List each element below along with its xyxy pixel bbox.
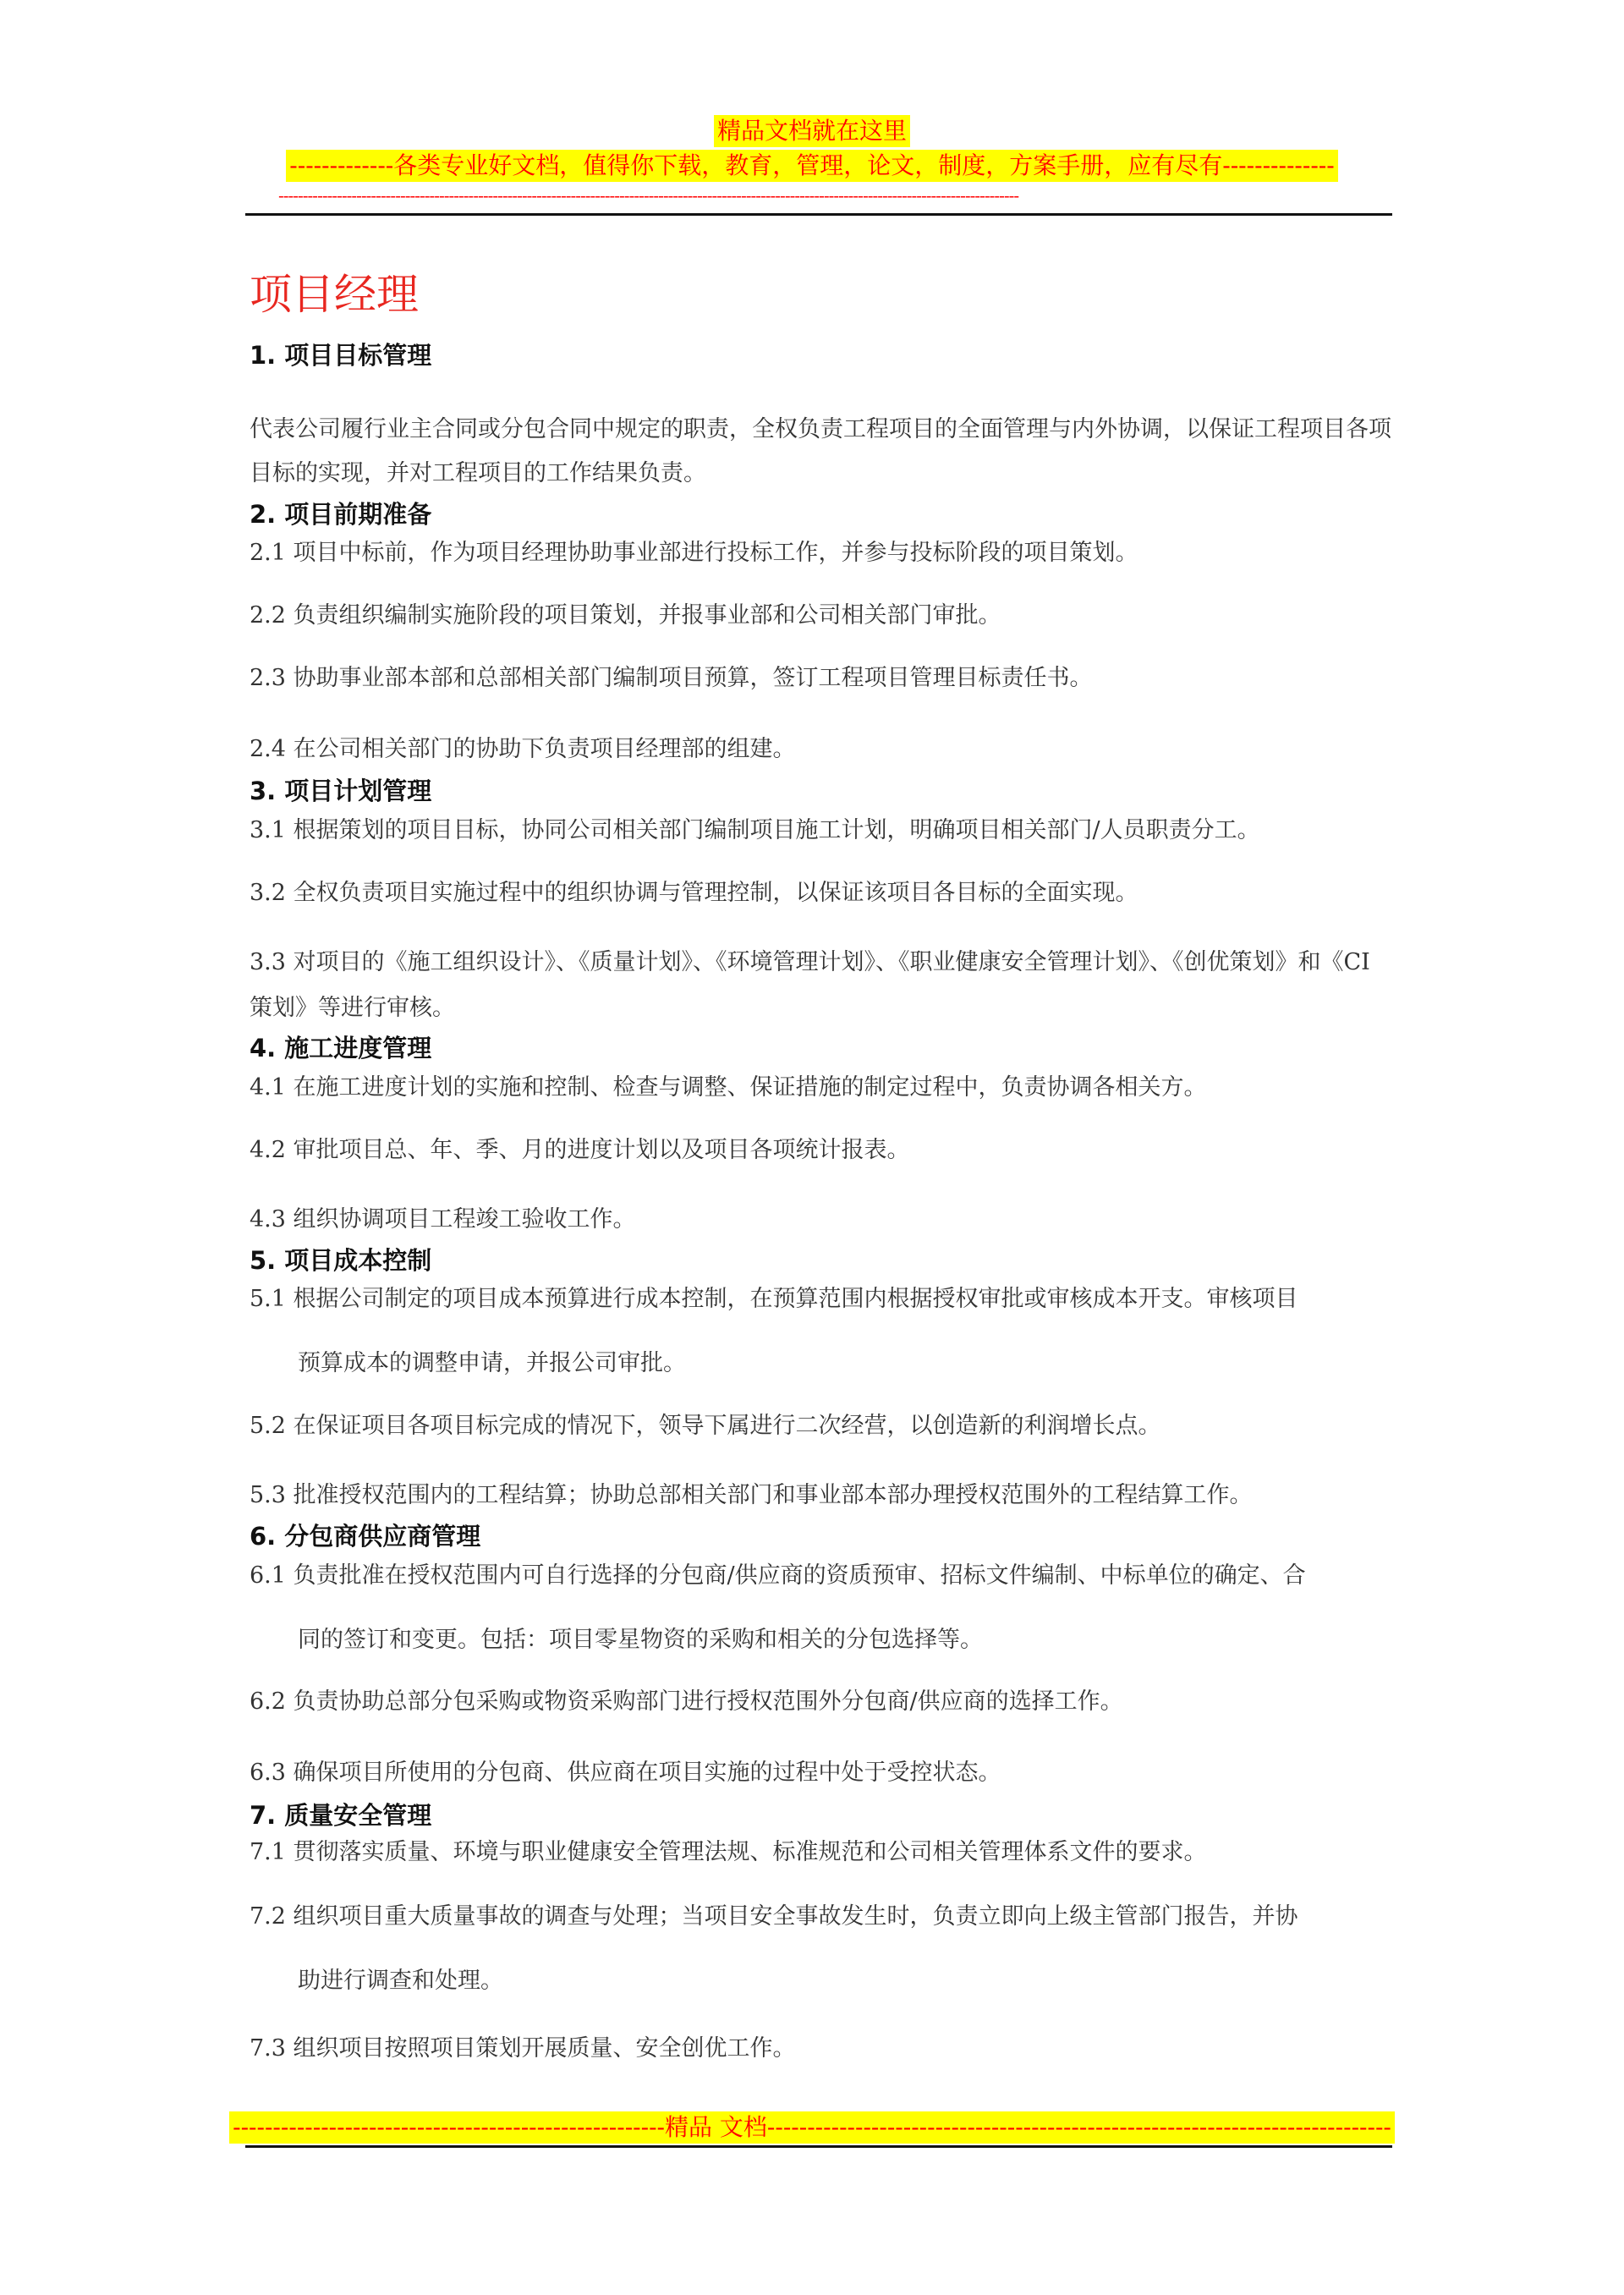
item-4-2: 4.2 审批项目总、年、季、月的进度计划以及项目各项统计报表。 (250, 1137, 910, 1163)
item-6-1-continued: 同的签订和变更。包括：项目零星物资的采购和相关的分包选择等。 (298, 1627, 983, 1653)
item-7-1: 7.1 贯彻落实质量、环境与职业健康安全管理法规、标准规范和公司相关管理体系文件的要求。 (250, 1839, 1207, 1865)
item-3-2: 3.2 全权负责项目实施过程中的组织协调与管理控制，以保证该项目各目标的全面实现。 (250, 880, 1138, 906)
header-title-row (0, 115, 1624, 147)
item-7-2: 7.2 组织项目重大质量事故的调查与处理；当项目安全事故发生时，负责立即向上级主管部门报告，并协 (250, 1903, 1298, 1930)
item-6-2: 6.2 负责协助总部分包采购或物资采购部门进行授权范围外分包商/供应商的选择工作。 (250, 1688, 1123, 1715)
header-dash-row (0, 186, 1624, 208)
header-divider (245, 213, 1392, 216)
item-2-4: 2.4 在公司相关部门的协助下负责项目经理部的组建。 (250, 736, 796, 762)
section-heading-5: 5. 项目成本控制 (250, 1246, 432, 1275)
section-1-paragraph: 代表公司履行业主合同或分包合同中规定的职责，全权负责工程项目的全面管理与内外协调，以保证工程项目各项目标的实现，并对工程项目的工作结果负责。 (250, 416, 1391, 486)
item-6-1: 6.1 负责批准在授权范围内可自行选择的分包商/供应商的资质预审、招标文件编制、中标单位的确定、合 (250, 1562, 1306, 1589)
document-title: 项目经理 (250, 270, 419, 319)
section-heading-1: 1. 项目目标管理 (250, 341, 432, 370)
section-heading-4: 4. 施工进度管理 (250, 1034, 432, 1062)
item-4-3: 4.3 组织协调项目工程竣工验收工作。 (250, 1206, 636, 1233)
item-4-1: 4.1 在施工进度计划的实施和控制、检查与调整、保证措施的制定过程中，负责协调各相关方。 (250, 1074, 1207, 1101)
header-title: 精品文档就在这里 (714, 115, 910, 147)
section-heading-3: 3. 项目计划管理 (250, 777, 432, 805)
footer-divider (245, 2145, 1392, 2148)
section-heading-7: 7. 质量安全管理 (250, 1801, 432, 1830)
header-slogan: -------------各类专业好文档，值得你下载，教育，管理，论文，制度，方案手册，应有尽有-------------- (286, 150, 1337, 182)
item-3-1: 3.1 根据策划的项目目标，协同公司相关部门编制项目施工计划，明确项目相关部门/人员职责分工。 (250, 817, 1260, 843)
header-dash-line: -------------------------------------------------------------------------------------------------------------------------------------------------------- (278, 186, 1019, 205)
item-2-2: 2.2 负责组织编制实施阶段的项目策划，并报事业部和公司相关部门审批。 (250, 602, 1001, 629)
footer-row (0, 2111, 1624, 2144)
item-5-2: 5.2 在保证项目各项目标完成的情况下，领导下属进行二次经营，以创造新的利润增长点。 (250, 1413, 1161, 1439)
item-5-1-continued: 预算成本的调整申请，并报公司审批。 (298, 1350, 686, 1376)
item-5-1: 5.1 根据公司制定的项目成本预算进行成本控制，在预算范围内根据授权审批或审核成本开支。审核项目 (250, 1286, 1298, 1312)
item-6-3: 6.3 确保项目所使用的分包商、供应商在项目实施的过程中处于受控状态。 (250, 1760, 1001, 1786)
item-5-3: 5.3 批准授权范围内的工程结算；协助总部相关部门和事业部本部办理授权范围外的工程结算工作。 (250, 1482, 1253, 1508)
item-7-2-continued: 助进行调查和处理。 (298, 1968, 503, 1994)
item-2-1: 2.1 项目中标前，作为项目经理协助事业部进行投标工作，并参与投标阶段的项目策划。 (250, 540, 1138, 566)
section-heading-6: 6. 分包商供应商管理 (250, 1522, 481, 1551)
header-slogan-row (0, 150, 1624, 182)
footer-banner: ------------------------------------------------------精品 文档------------------------------------------------------------------------------ (229, 2111, 1395, 2144)
item-3-3: 3.3 对项目的《施工组织设计》、《质量计划》、《环境管理计划》、《职业健康安全管理计划》、《创优策划》和《CI 策划》等进行审核。 (250, 949, 1370, 1021)
section-heading-2: 2. 项目前期准备 (250, 500, 432, 529)
item-2-3: 2.3 协助事业部本部和总部相关部门编制项目预算，签订工程项目管理目标责任书。 (250, 665, 1093, 691)
item-7-3: 7.3 组织项目按照项目策划开展质量、安全创优工作。 (250, 2035, 796, 2062)
